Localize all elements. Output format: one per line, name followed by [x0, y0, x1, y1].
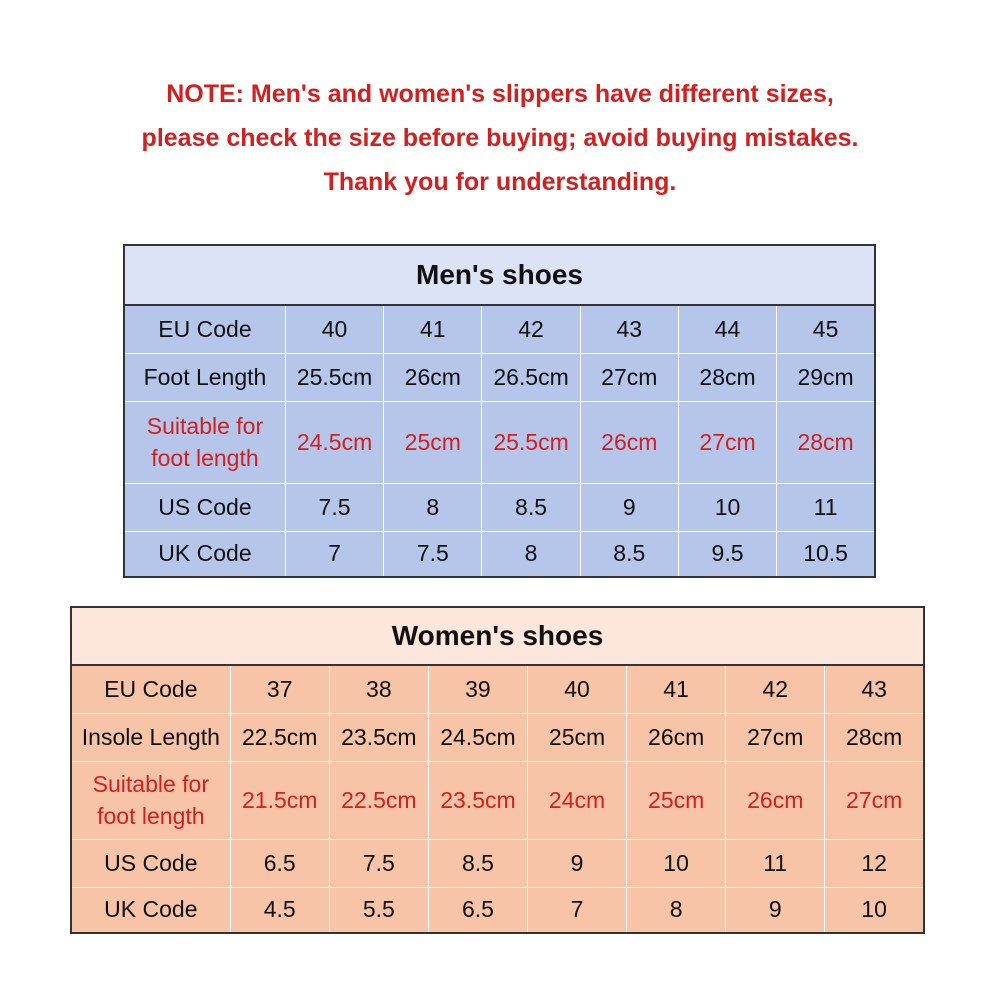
size-cell: 24.5cm — [285, 401, 383, 483]
size-cell: 45 — [777, 305, 875, 353]
size-cell: 42 — [482, 305, 580, 353]
womens-table-title: Women's shoes — [71, 607, 924, 665]
size-cell: 27cm — [678, 401, 776, 483]
table-row — [71, 665, 924, 713]
womens-size-table — [70, 606, 925, 934]
size-cell: 6.5 — [428, 887, 527, 933]
note-line-3: Thank you for understanding. — [323, 168, 677, 196]
size-cell: 26cm — [384, 353, 482, 401]
size-cell: 12 — [825, 839, 924, 887]
size-cell: 22.5cm — [329, 761, 428, 839]
size-cell: 24.5cm — [428, 713, 527, 761]
size-cell: 11 — [777, 483, 875, 531]
size-cell: 8 — [384, 483, 482, 531]
size-cell: 41 — [627, 665, 726, 713]
size-cell: 25.5cm — [482, 401, 580, 483]
size-cell: 23.5cm — [428, 761, 527, 839]
size-cell: 43 — [825, 665, 924, 713]
row-label: Insole Length — [71, 713, 230, 761]
size-cell: 25cm — [384, 401, 482, 483]
size-cell: 8.5 — [482, 483, 580, 531]
table-row — [124, 401, 875, 483]
size-cell: 27cm — [580, 353, 678, 401]
table-row — [71, 713, 924, 761]
size-cell: 26.5cm — [482, 353, 580, 401]
row-label: US Code — [124, 483, 285, 531]
size-cell: 21.5cm — [230, 761, 329, 839]
size-cell: 44 — [678, 305, 776, 353]
size-cell: 41 — [384, 305, 482, 353]
size-cell: 28cm — [678, 353, 776, 401]
table-row — [71, 839, 924, 887]
size-cell: 7.5 — [329, 839, 428, 887]
size-note — [0, 72, 1000, 204]
row-label: Foot Length — [124, 353, 285, 401]
size-cell: 7.5 — [384, 531, 482, 577]
mens-size-table — [123, 244, 876, 578]
table-row — [71, 887, 924, 933]
size-cell: 7.5 — [285, 483, 383, 531]
size-cell: 40 — [528, 665, 627, 713]
row-label: EU Code — [71, 665, 230, 713]
size-cell: 8 — [627, 887, 726, 933]
size-cell: 8 — [482, 531, 580, 577]
size-cell: 25.5cm — [285, 353, 383, 401]
size-cell: 42 — [726, 665, 825, 713]
size-cell: 26cm — [580, 401, 678, 483]
size-cell: 40 — [285, 305, 383, 353]
row-label: Suitable for foot length — [124, 401, 285, 483]
size-cell: 29cm — [777, 353, 875, 401]
table-row — [71, 761, 924, 839]
table-row — [124, 353, 875, 401]
size-cell: 26cm — [726, 761, 825, 839]
size-cell: 9 — [726, 887, 825, 933]
size-cell: 28cm — [825, 713, 924, 761]
size-cell: 27cm — [726, 713, 825, 761]
size-cell: 11 — [726, 839, 825, 887]
size-cell: 9 — [528, 839, 627, 887]
size-cell: 26cm — [627, 713, 726, 761]
size-cell: 10 — [627, 839, 726, 887]
note-line-2: please check the size before buying; avoid buying mistakes. — [141, 124, 859, 152]
size-cell: 37 — [230, 665, 329, 713]
size-cell: 10 — [678, 483, 776, 531]
size-cell: 25cm — [528, 713, 627, 761]
size-cell: 22.5cm — [230, 713, 329, 761]
size-cell: 28cm — [777, 401, 875, 483]
size-cell: 8.5 — [580, 531, 678, 577]
size-cell: 39 — [428, 665, 527, 713]
size-cell: 6.5 — [230, 839, 329, 887]
size-cell: 38 — [329, 665, 428, 713]
size-cell: 24cm — [528, 761, 627, 839]
size-cell: 8.5 — [428, 839, 527, 887]
size-cell: 27cm — [825, 761, 924, 839]
size-cell: 9 — [580, 483, 678, 531]
size-cell: 5.5 — [329, 887, 428, 933]
row-label: EU Code — [124, 305, 285, 353]
size-cell: 23.5cm — [329, 713, 428, 761]
table-row — [124, 305, 875, 353]
note-line-1: NOTE: Men's and women's slippers have different sizes, — [166, 80, 834, 108]
size-cell: 43 — [580, 305, 678, 353]
row-label: Suitable for foot length — [71, 761, 230, 839]
size-cell: 7 — [285, 531, 383, 577]
mens-table-title: Men's shoes — [124, 245, 875, 305]
row-label: US Code — [71, 839, 230, 887]
size-cell: 9.5 — [678, 531, 776, 577]
size-cell: 10 — [825, 887, 924, 933]
table-row — [124, 483, 875, 531]
row-label: UK Code — [71, 887, 230, 933]
size-cell: 25cm — [627, 761, 726, 839]
row-label: UK Code — [124, 531, 285, 577]
table-row — [124, 531, 875, 577]
size-cell: 10.5 — [777, 531, 875, 577]
size-cell: 4.5 — [230, 887, 329, 933]
size-cell: 7 — [528, 887, 627, 933]
